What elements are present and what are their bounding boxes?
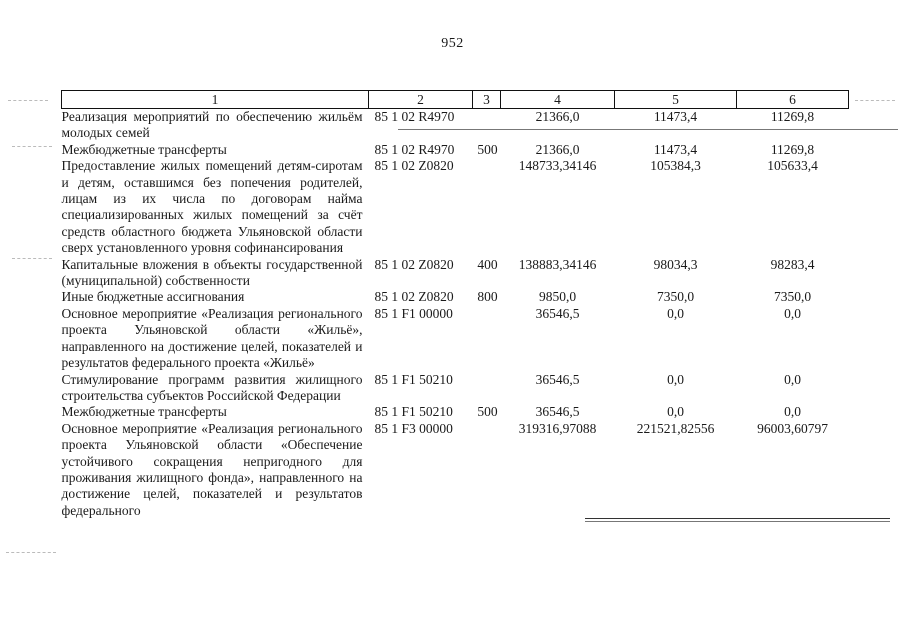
header-cell-3: 3 bbox=[473, 91, 501, 109]
budget-table bbox=[61, 90, 849, 519]
row-name: Реализация мероприятий по обеспечению жильём молодых семей bbox=[61, 109, 363, 141]
row-name: Основное мероприятие «Реализация регионального проекта Ульяновской области «Обеспечение устойчивого сокращения непригодного для проживания жилищного фонда», направленного на достижение целей, показателей и результатов федерального bbox=[61, 420, 363, 518]
table-row bbox=[62, 142, 849, 158]
row-value-3: 96003,60797 bbox=[757, 420, 828, 436]
row-name: Иные бюджетные ассигнования bbox=[61, 289, 245, 305]
row-value-1: 36546,5 bbox=[535, 404, 580, 420]
header-cell-4: 4 bbox=[501, 91, 615, 109]
row-code: 85 1 02 Z0820 bbox=[374, 256, 454, 272]
table-row bbox=[62, 372, 849, 405]
row-value-1: 148733,34146 bbox=[518, 158, 597, 174]
row-value-2: 11473,4 bbox=[653, 141, 698, 157]
row-code: 85 1 F1 50210 bbox=[374, 371, 453, 387]
row-value-3: 7350,0 bbox=[773, 289, 812, 305]
row-name: Межбюджетные трансферты bbox=[61, 141, 227, 157]
row-value-3: 98283,4 bbox=[770, 256, 815, 272]
header-row bbox=[62, 91, 849, 109]
row-value-3: 0,0 bbox=[784, 371, 801, 387]
row-value-2: 7350,0 bbox=[656, 289, 695, 305]
row-value-1: 319316,97088 bbox=[518, 420, 597, 436]
row-expense-type bbox=[473, 372, 501, 405]
page-number: 952 bbox=[441, 36, 464, 51]
row-rule-3 bbox=[585, 521, 890, 522]
row-expense-type bbox=[473, 158, 501, 256]
row-value-2: 0,0 bbox=[667, 371, 684, 387]
row-value-2: 221521,82556 bbox=[636, 420, 715, 436]
row-value-2: 0,0 bbox=[667, 404, 684, 420]
row-value-3: 11269,8 bbox=[770, 109, 815, 124]
table-row bbox=[62, 421, 849, 519]
row-code: 85 1 02 R4970 bbox=[374, 109, 455, 124]
table-row bbox=[62, 289, 849, 305]
row-expense-type: 400 bbox=[477, 256, 498, 272]
scan-line-left-2 bbox=[12, 258, 52, 259]
scan-line-left-3 bbox=[6, 552, 56, 553]
row-expense-type bbox=[473, 306, 501, 372]
table-row bbox=[62, 257, 849, 290]
row-value-2: 105384,3 bbox=[650, 158, 701, 174]
row-value-1: 21366,0 bbox=[535, 141, 580, 157]
scan-line-left-1 bbox=[12, 146, 52, 147]
row-code: 85 1 F1 50210 bbox=[374, 404, 453, 420]
row-code: 85 1 02 R4970 bbox=[374, 141, 455, 157]
row-value-1: 36546,5 bbox=[535, 305, 580, 321]
row-value-3: 11269,8 bbox=[770, 141, 815, 157]
header-cell-1: 1 bbox=[62, 91, 369, 109]
row-code: 85 1 02 Z0820 bbox=[374, 158, 454, 174]
row-value-3: 0,0 bbox=[784, 404, 801, 420]
row-expense-type: 500 bbox=[477, 141, 498, 157]
scan-line-top bbox=[8, 100, 48, 101]
row-value-3: 105633,4 bbox=[767, 158, 818, 174]
row-expense-type bbox=[473, 109, 501, 142]
row-expense-type: 800 bbox=[477, 289, 498, 305]
row-value-2: 11473,4 bbox=[653, 109, 698, 124]
row-value-1: 138883,34146 bbox=[518, 256, 597, 272]
row-value-1: 9850,0 bbox=[538, 289, 577, 305]
row-expense-type: 500 bbox=[477, 404, 498, 420]
row-value-2: 98034,3 bbox=[653, 256, 698, 272]
row-code: 85 1 02 Z0820 bbox=[374, 289, 454, 305]
row-name: Предоставление жилых помещений детям-сиротам и детям, оставшимся без попечения родителей, лицам из их числа по договорам найма специализированных жилых помещений за счёт средств областного бюджета Ульяновской области сверх установленного уровня софинансирования bbox=[61, 158, 363, 256]
scan-line-top-right bbox=[855, 100, 895, 101]
table-row bbox=[62, 158, 849, 256]
table-row bbox=[62, 109, 849, 142]
row-name: Капитальные вложения в объекты государственной (муниципальной) собственности bbox=[61, 256, 363, 289]
row-name: Основное мероприятие «Реализация регионального проекта Ульяновской области «Жильё», направленного на достижение целей, показателей и результатов федерального проекта «Жильё» bbox=[61, 305, 363, 371]
row-value-1: 36546,5 bbox=[535, 371, 580, 387]
row-value-1: 21366,0 bbox=[535, 109, 580, 124]
row-code: 85 1 F1 00000 bbox=[374, 305, 453, 321]
table-row bbox=[62, 404, 849, 420]
row-expense-type bbox=[473, 421, 501, 519]
row-name: Межбюджетные трансферты bbox=[61, 404, 227, 420]
row-value-3: 0,0 bbox=[784, 305, 801, 321]
row-name: Стимулирование программ развития жилищного строительства субъектов Российской Федерации bbox=[61, 371, 363, 403]
header-cell-2: 2 bbox=[369, 91, 473, 109]
header-cell-6: 6 bbox=[737, 91, 849, 109]
table-row bbox=[62, 306, 849, 372]
table-body bbox=[62, 109, 849, 520]
row-code: 85 1 F3 00000 bbox=[374, 420, 453, 436]
header-cell-5: 5 bbox=[615, 91, 737, 109]
row-value-2: 0,0 bbox=[667, 305, 684, 321]
